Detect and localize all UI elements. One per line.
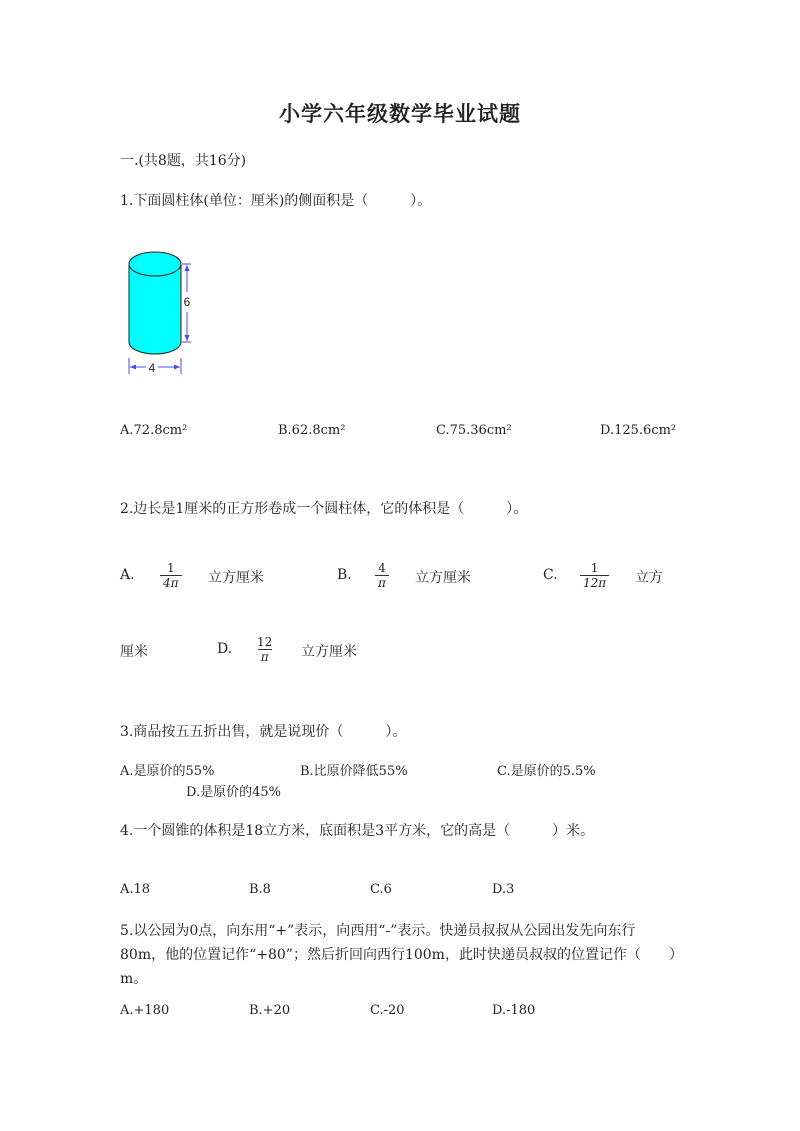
- q2-option-d-label[interactable]: D.: [217, 641, 233, 657]
- q2-option-c-unit: 立方: [635, 570, 663, 586]
- fraction-denominator: π: [258, 649, 272, 664]
- fraction-numerator: 1: [166, 561, 175, 575]
- fraction-denominator: 4π: [160, 575, 182, 590]
- height-arrow-down: [185, 335, 190, 341]
- q4-option-d[interactable]: D.3: [492, 882, 515, 897]
- q1-option-a[interactable]: A.72.8cm²: [120, 423, 188, 438]
- q4-option-a[interactable]: A.18: [120, 882, 151, 897]
- cylinder-top: [129, 252, 181, 276]
- fraction-denominator: 12π: [580, 575, 609, 590]
- q3-option-d[interactable]: D.是原价的45%: [186, 785, 281, 800]
- q4-option-c[interactable]: C.6: [370, 882, 392, 897]
- q2-option-d-unit: 立方厘米: [301, 644, 357, 660]
- section-heading: 一.(共8题，共16分): [120, 153, 247, 169]
- q2-option-c-label[interactable]: C.: [543, 567, 558, 583]
- fraction-numerator: 1: [590, 561, 599, 575]
- q2-option-a-fraction: [160, 561, 182, 590]
- cylinder-body: [129, 264, 181, 354]
- height-label: 6: [183, 295, 191, 309]
- q2-option-d-fraction: [254, 635, 275, 664]
- q5-option-a[interactable]: A.+180: [120, 1003, 170, 1018]
- page-title: 小学六年级数学毕业试题: [279, 101, 521, 126]
- height-arrow-up: [185, 265, 190, 271]
- q1-option-d[interactable]: D.125.6cm²: [600, 423, 677, 438]
- fraction-denominator: π: [375, 575, 389, 590]
- q1-option-b[interactable]: B.62.8cm²: [278, 423, 346, 438]
- q2-option-b-label[interactable]: B.: [337, 567, 352, 583]
- question-3-text: 3.商品按五五折出售，就是说现价（ ）。: [120, 724, 407, 740]
- diameter-label: 4: [148, 361, 156, 375]
- q5-option-b[interactable]: B.+20: [249, 1003, 291, 1018]
- q3-option-b[interactable]: B.比原价降低55%: [300, 764, 408, 779]
- diameter-arrow-left: [130, 365, 136, 370]
- q2-option-b-fraction: [375, 561, 389, 590]
- fraction-numerator: 12: [257, 635, 273, 649]
- fraction-numerator: 4: [378, 561, 386, 575]
- q2-option-c-unit-wrap: 厘米: [120, 644, 148, 660]
- q5-option-c[interactable]: C.-20: [370, 1003, 405, 1018]
- diameter-arrow-right: [174, 365, 180, 370]
- question-4-text: 4.一个圆锥的体积是18立方米，底面积是3平方米，它的高是（ ）米。: [120, 823, 595, 839]
- question-1-text: 1.下面圆柱体(单位：厘米)的侧面积是（ ）。: [120, 193, 432, 209]
- cylinder-figure: [120, 236, 210, 376]
- q2-option-c-fraction: [580, 561, 609, 590]
- q3-option-c[interactable]: C.是原价的5.5%: [497, 764, 596, 779]
- question-5-text: 5.以公园为0点，向东用“+”表示，向西用“-”表示。快递员叔叔从公园出发先向东行80m，他的位置记作“+80”；然后折回向西行100m，此时快递员叔叔的位置记作（ ）m。: [120, 923, 676, 987]
- q2-option-a-unit: 立方厘米: [208, 570, 264, 586]
- q1-option-c[interactable]: C.75.36cm²: [436, 423, 512, 438]
- q3-option-a[interactable]: A.是原价的55%: [120, 764, 215, 779]
- q2-option-b-unit: 立方厘米: [415, 570, 471, 586]
- question-2-text: 2.边长是1厘米的正方形卷成一个圆柱体，它的体积是（ ）。: [120, 501, 528, 517]
- q4-option-b[interactable]: B.8: [249, 882, 271, 897]
- q5-option-d[interactable]: D.-180: [492, 1003, 536, 1018]
- q2-option-a-label[interactable]: A.: [120, 567, 135, 583]
